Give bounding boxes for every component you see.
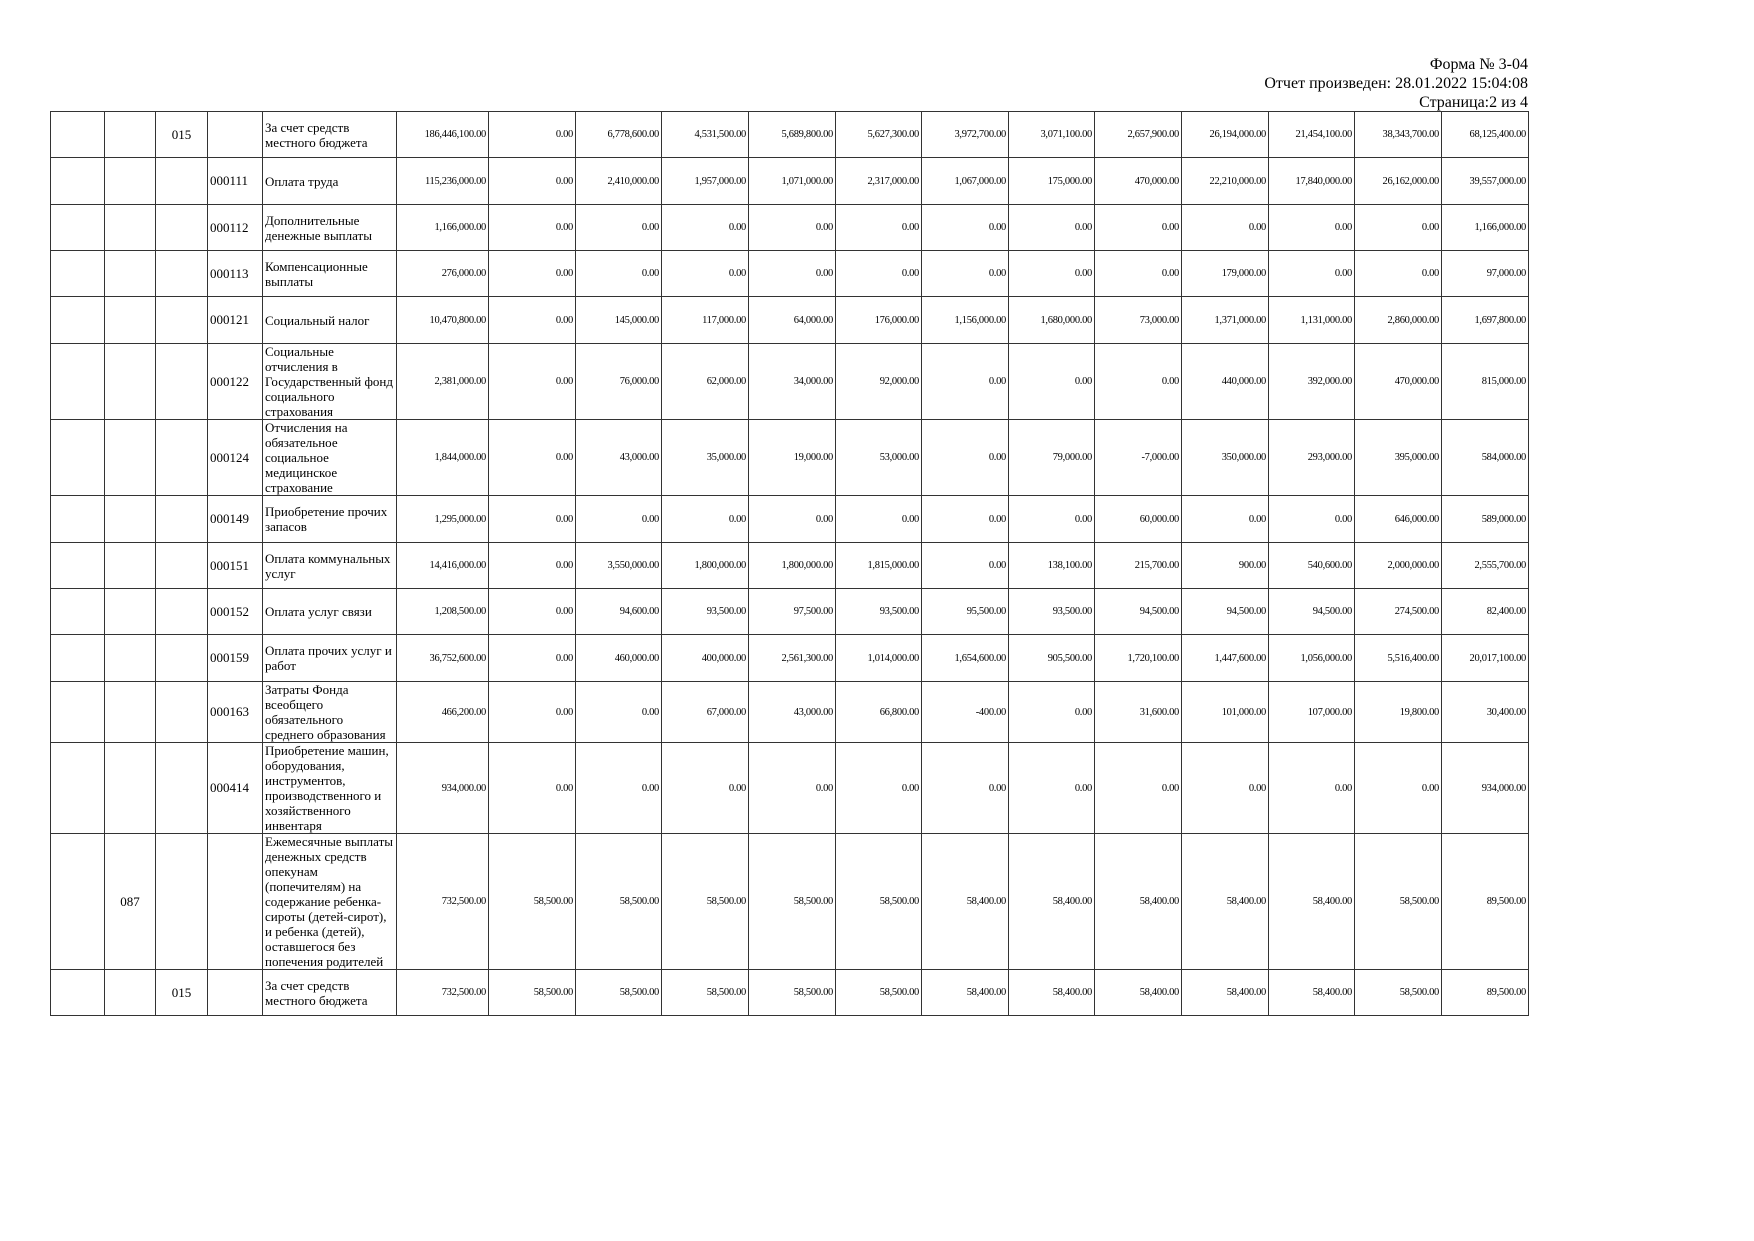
annual-total-cell: 10,470,800.00 xyxy=(397,297,489,344)
amount-cell: 1,071,000.00 xyxy=(749,158,836,205)
amount-cell: 0.00 xyxy=(1355,743,1442,834)
amount-cell: 0.00 xyxy=(922,420,1009,496)
amount-cell: 60,000.00 xyxy=(1095,496,1182,543)
amount-cell: 0.00 xyxy=(922,205,1009,251)
amount-cell: 1,166,000.00 xyxy=(1442,205,1529,251)
amount-cell: 58,400.00 xyxy=(1182,834,1269,970)
amount-cell: 58,400.00 xyxy=(1269,834,1355,970)
item-name-cell: Приобретение прочих запасов xyxy=(263,496,397,543)
program-code-cell xyxy=(105,251,156,297)
amount-cell: 175,000.00 xyxy=(1009,158,1095,205)
amount-cell: 58,400.00 xyxy=(1009,970,1095,1016)
amount-cell: 0.00 xyxy=(1009,682,1095,743)
program-code-cell xyxy=(105,205,156,251)
amount-cell: -400.00 xyxy=(922,682,1009,743)
amount-cell: 0.00 xyxy=(576,743,662,834)
amount-cell: 19,000.00 xyxy=(749,420,836,496)
amount-cell: 350,000.00 xyxy=(1182,420,1269,496)
program-code-cell xyxy=(105,297,156,344)
amount-cell: 89,500.00 xyxy=(1442,834,1529,970)
program-code-cell xyxy=(105,420,156,496)
amount-cell: 470,000.00 xyxy=(1095,158,1182,205)
item-name-cell: Дополнительные денежные выплаты xyxy=(263,205,397,251)
amount-cell: 22,210,000.00 xyxy=(1182,158,1269,205)
amount-cell: 38,343,700.00 xyxy=(1355,112,1442,158)
amount-cell: 0.00 xyxy=(922,344,1009,420)
subprogram-code-cell xyxy=(156,158,208,205)
amount-cell: 0.00 xyxy=(489,112,576,158)
amount-cell: 0.00 xyxy=(1269,743,1355,834)
amount-cell: 0.00 xyxy=(836,496,922,543)
amount-cell: 392,000.00 xyxy=(1269,344,1355,420)
amount-cell: 0.00 xyxy=(489,297,576,344)
amount-cell: 1,720,100.00 xyxy=(1095,635,1182,682)
amount-cell: 1,800,000.00 xyxy=(749,543,836,589)
amount-cell: 94,500.00 xyxy=(1182,589,1269,635)
amount-cell: 293,000.00 xyxy=(1269,420,1355,496)
amount-cell: 58,500.00 xyxy=(836,834,922,970)
amount-cell: 0.00 xyxy=(1095,205,1182,251)
amount-cell: 26,194,000.00 xyxy=(1182,112,1269,158)
amount-cell: 95,500.00 xyxy=(922,589,1009,635)
table-row xyxy=(51,635,1529,682)
amount-cell: 58,500.00 xyxy=(662,970,749,1016)
amount-cell: 58,500.00 xyxy=(749,970,836,1016)
amount-cell: 97,000.00 xyxy=(1442,251,1529,297)
amount-cell: 0.00 xyxy=(489,589,576,635)
program-code-cell xyxy=(105,682,156,743)
subprogram-code-cell xyxy=(156,420,208,496)
amount-cell: 2,555,700.00 xyxy=(1442,543,1529,589)
program-code-cell: 087 xyxy=(105,834,156,970)
table-row xyxy=(51,970,1529,1016)
amount-cell: 1,131,000.00 xyxy=(1269,297,1355,344)
function-group-cell xyxy=(51,682,105,743)
annual-total-cell: 14,416,000.00 xyxy=(397,543,489,589)
function-group-cell xyxy=(51,112,105,158)
function-group-cell xyxy=(51,743,105,834)
amount-cell: 4,531,500.00 xyxy=(662,112,749,158)
amount-cell: 0.00 xyxy=(576,205,662,251)
amount-cell: 58,400.00 xyxy=(1182,970,1269,1016)
amount-cell: 89,500.00 xyxy=(1442,970,1529,1016)
amount-cell: 0.00 xyxy=(1009,251,1095,297)
amount-cell: 58,500.00 xyxy=(1355,970,1442,1016)
specifics-code-cell xyxy=(208,970,263,1016)
page-indicator: Страница:2 из 4 xyxy=(1419,94,1528,111)
amount-cell: 58,500.00 xyxy=(749,834,836,970)
amount-cell: 0.00 xyxy=(749,205,836,251)
annual-total-cell: 36,752,600.00 xyxy=(397,635,489,682)
amount-cell: 92,000.00 xyxy=(836,344,922,420)
amount-cell: 0.00 xyxy=(489,205,576,251)
amount-cell: 815,000.00 xyxy=(1442,344,1529,420)
amount-cell: 0.00 xyxy=(836,205,922,251)
annual-total-cell: 186,446,100.00 xyxy=(397,112,489,158)
amount-cell: 0.00 xyxy=(1182,496,1269,543)
subprogram-code-cell xyxy=(156,635,208,682)
function-group-cell xyxy=(51,635,105,682)
specifics-code-cell: 000159 xyxy=(208,635,263,682)
amount-cell: 64,000.00 xyxy=(749,297,836,344)
item-name-cell: За счет средств местного бюджета xyxy=(263,970,397,1016)
amount-cell: 5,516,400.00 xyxy=(1355,635,1442,682)
amount-cell: 0.00 xyxy=(1269,205,1355,251)
subprogram-code-cell: 015 xyxy=(156,112,208,158)
amount-cell: 0.00 xyxy=(489,635,576,682)
function-group-cell xyxy=(51,970,105,1016)
item-name-cell: Оплата услуг связи xyxy=(263,589,397,635)
amount-cell: 0.00 xyxy=(662,496,749,543)
amount-cell: 82,400.00 xyxy=(1442,589,1529,635)
function-group-cell xyxy=(51,543,105,589)
amount-cell: 5,627,300.00 xyxy=(836,112,922,158)
amount-cell: 179,000.00 xyxy=(1182,251,1269,297)
subprogram-code-cell xyxy=(156,496,208,543)
amount-cell: 215,700.00 xyxy=(1095,543,1182,589)
specifics-code-cell: 000149 xyxy=(208,496,263,543)
amount-cell: 0.00 xyxy=(749,251,836,297)
program-code-cell xyxy=(105,344,156,420)
subprogram-code-cell xyxy=(156,682,208,743)
amount-cell: 35,000.00 xyxy=(662,420,749,496)
amount-cell: 1,014,000.00 xyxy=(836,635,922,682)
amount-cell: 58,500.00 xyxy=(489,834,576,970)
amount-cell: 0.00 xyxy=(489,251,576,297)
amount-cell: 470,000.00 xyxy=(1355,344,1442,420)
program-code-cell xyxy=(105,496,156,543)
amount-cell: 395,000.00 xyxy=(1355,420,1442,496)
specifics-code-cell: 000122 xyxy=(208,344,263,420)
amount-cell: 30,400.00 xyxy=(1442,682,1529,743)
table-row xyxy=(51,834,1529,970)
amount-cell: 0.00 xyxy=(1009,743,1095,834)
amount-cell: 1,056,000.00 xyxy=(1269,635,1355,682)
amount-cell: 0.00 xyxy=(1095,251,1182,297)
function-group-cell xyxy=(51,496,105,543)
annual-total-cell: 1,295,000.00 xyxy=(397,496,489,543)
amount-cell: 53,000.00 xyxy=(836,420,922,496)
subprogram-code-cell xyxy=(156,297,208,344)
annual-total-cell: 732,500.00 xyxy=(397,834,489,970)
subprogram-code-cell xyxy=(156,589,208,635)
amount-cell: 0.00 xyxy=(489,543,576,589)
amount-cell: 101,000.00 xyxy=(1182,682,1269,743)
subprogram-code-cell xyxy=(156,834,208,970)
annual-total-cell: 934,000.00 xyxy=(397,743,489,834)
table-row xyxy=(51,158,1529,205)
subprogram-code-cell xyxy=(156,251,208,297)
item-name-cell: Оплата прочих услуг и работ xyxy=(263,635,397,682)
amount-cell: 43,000.00 xyxy=(749,682,836,743)
amount-cell: 0.00 xyxy=(1182,743,1269,834)
amount-cell: 94,500.00 xyxy=(1095,589,1182,635)
specifics-code-cell xyxy=(208,834,263,970)
amount-cell: 0.00 xyxy=(489,682,576,743)
amount-cell: 1,800,000.00 xyxy=(662,543,749,589)
amount-cell: 117,000.00 xyxy=(662,297,749,344)
item-name-cell: За счет средств местного бюджета xyxy=(263,112,397,158)
specifics-code-cell xyxy=(208,112,263,158)
amount-cell: 400,000.00 xyxy=(662,635,749,682)
subprogram-code-cell xyxy=(156,205,208,251)
table-row xyxy=(51,420,1529,496)
table-row xyxy=(51,682,1529,743)
amount-cell: -7,000.00 xyxy=(1095,420,1182,496)
function-group-cell xyxy=(51,834,105,970)
item-name-cell: Отчисления на обязательное социальное медицинское страхование xyxy=(263,420,397,496)
amount-cell: 76,000.00 xyxy=(576,344,662,420)
amount-cell: 440,000.00 xyxy=(1182,344,1269,420)
specifics-code-cell: 000152 xyxy=(208,589,263,635)
amount-cell: 0.00 xyxy=(576,682,662,743)
item-name-cell: Приобретение машин, оборудования, инструментов, производственного и хозяйственного инвентаря xyxy=(263,743,397,834)
amount-cell: 274,500.00 xyxy=(1355,589,1442,635)
amount-cell: 107,000.00 xyxy=(1269,682,1355,743)
amount-cell: 1,697,800.00 xyxy=(1442,297,1529,344)
function-group-cell xyxy=(51,420,105,496)
amount-cell: 0.00 xyxy=(489,743,576,834)
amount-cell: 58,400.00 xyxy=(922,834,1009,970)
amount-cell: 0.00 xyxy=(489,344,576,420)
amount-cell: 17,840,000.00 xyxy=(1269,158,1355,205)
amount-cell: 1,067,000.00 xyxy=(922,158,1009,205)
amount-cell: 3,972,700.00 xyxy=(922,112,1009,158)
function-group-cell xyxy=(51,205,105,251)
amount-cell: 19,800.00 xyxy=(1355,682,1442,743)
item-name-cell: Социальные отчисления в Государственный фонд социального страхования xyxy=(263,344,397,420)
amount-cell: 2,000,000.00 xyxy=(1355,543,1442,589)
amount-cell: 34,000.00 xyxy=(749,344,836,420)
amount-cell: 900.00 xyxy=(1182,543,1269,589)
amount-cell: 73,000.00 xyxy=(1095,297,1182,344)
program-code-cell xyxy=(105,743,156,834)
amount-cell: 1,680,000.00 xyxy=(1009,297,1095,344)
amount-cell: 0.00 xyxy=(836,251,922,297)
amount-cell: 905,500.00 xyxy=(1009,635,1095,682)
amount-cell: 584,000.00 xyxy=(1442,420,1529,496)
specifics-code-cell: 000414 xyxy=(208,743,263,834)
function-group-cell xyxy=(51,158,105,205)
program-code-cell xyxy=(105,158,156,205)
amount-cell: 2,561,300.00 xyxy=(749,635,836,682)
annual-total-cell: 2,381,000.00 xyxy=(397,344,489,420)
subprogram-code-cell xyxy=(156,344,208,420)
item-name-cell: Оплата коммунальных услуг xyxy=(263,543,397,589)
amount-cell: 94,500.00 xyxy=(1269,589,1355,635)
specifics-code-cell: 000163 xyxy=(208,682,263,743)
amount-cell: 31,600.00 xyxy=(1095,682,1182,743)
amount-cell: 2,657,900.00 xyxy=(1095,112,1182,158)
annual-total-cell: 732,500.00 xyxy=(397,970,489,1016)
amount-cell: 43,000.00 xyxy=(576,420,662,496)
function-group-cell xyxy=(51,589,105,635)
amount-cell: 0.00 xyxy=(576,251,662,297)
amount-cell: 93,500.00 xyxy=(1009,589,1095,635)
amount-cell: 0.00 xyxy=(662,251,749,297)
amount-cell: 58,500.00 xyxy=(576,834,662,970)
amount-cell: 58,400.00 xyxy=(1095,970,1182,1016)
amount-cell: 1,654,600.00 xyxy=(922,635,1009,682)
amount-cell: 67,000.00 xyxy=(662,682,749,743)
amount-cell: 2,860,000.00 xyxy=(1355,297,1442,344)
amount-cell: 0.00 xyxy=(836,743,922,834)
report-generated-timestamp: Отчет произведен: 28.01.2022 15:04:08 xyxy=(1264,75,1528,92)
amount-cell: 62,000.00 xyxy=(662,344,749,420)
amount-cell: 94,600.00 xyxy=(576,589,662,635)
program-code-cell xyxy=(105,970,156,1016)
item-name-cell: Оплата труда xyxy=(263,158,397,205)
amount-cell: 0.00 xyxy=(489,420,576,496)
amount-cell: 0.00 xyxy=(922,543,1009,589)
annual-total-cell: 1,166,000.00 xyxy=(397,205,489,251)
amount-cell: 3,071,100.00 xyxy=(1009,112,1095,158)
table-row xyxy=(51,743,1529,834)
annual-total-cell: 1,844,000.00 xyxy=(397,420,489,496)
amount-cell: 0.00 xyxy=(749,743,836,834)
amount-cell: 0.00 xyxy=(1009,496,1095,543)
amount-cell: 138,100.00 xyxy=(1009,543,1095,589)
annual-total-cell: 276,000.00 xyxy=(397,251,489,297)
amount-cell: 1,156,000.00 xyxy=(922,297,1009,344)
amount-cell: 93,500.00 xyxy=(836,589,922,635)
annual-total-cell: 115,236,000.00 xyxy=(397,158,489,205)
amount-cell: 58,500.00 xyxy=(576,970,662,1016)
table-row xyxy=(51,589,1529,635)
amount-cell: 0.00 xyxy=(1182,205,1269,251)
amount-cell: 0.00 xyxy=(922,743,1009,834)
amount-cell: 1,815,000.00 xyxy=(836,543,922,589)
amount-cell: 97,500.00 xyxy=(749,589,836,635)
budget-report-table xyxy=(50,111,1529,1016)
subprogram-code-cell xyxy=(156,743,208,834)
amount-cell: 0.00 xyxy=(662,205,749,251)
amount-cell: 646,000.00 xyxy=(1355,496,1442,543)
form-number: Форма № 3-04 xyxy=(1429,56,1528,73)
table-row xyxy=(51,297,1529,344)
amount-cell: 540,600.00 xyxy=(1269,543,1355,589)
amount-cell: 68,125,400.00 xyxy=(1442,112,1529,158)
table-row xyxy=(51,496,1529,543)
amount-cell: 934,000.00 xyxy=(1442,743,1529,834)
amount-cell: 58,500.00 xyxy=(662,834,749,970)
amount-cell: 21,454,100.00 xyxy=(1269,112,1355,158)
function-group-cell xyxy=(51,251,105,297)
amount-cell: 0.00 xyxy=(1009,344,1095,420)
amount-cell: 58,500.00 xyxy=(489,970,576,1016)
amount-cell: 5,689,800.00 xyxy=(749,112,836,158)
amount-cell: 0.00 xyxy=(1355,205,1442,251)
amount-cell: 1,447,600.00 xyxy=(1182,635,1269,682)
amount-cell: 93,500.00 xyxy=(662,589,749,635)
amount-cell: 0.00 xyxy=(922,496,1009,543)
amount-cell: 66,800.00 xyxy=(836,682,922,743)
amount-cell: 0.00 xyxy=(576,496,662,543)
amount-cell: 39,557,000.00 xyxy=(1442,158,1529,205)
amount-cell: 58,400.00 xyxy=(1269,970,1355,1016)
specifics-code-cell: 000111 xyxy=(208,158,263,205)
table-row xyxy=(51,543,1529,589)
table-row xyxy=(51,112,1529,158)
amount-cell: 0.00 xyxy=(489,496,576,543)
amount-cell: 0.00 xyxy=(1009,205,1095,251)
amount-cell: 0.00 xyxy=(1269,496,1355,543)
table-row xyxy=(51,344,1529,420)
item-name-cell: Компенсационные выплаты xyxy=(263,251,397,297)
amount-cell: 6,778,600.00 xyxy=(576,112,662,158)
program-code-cell xyxy=(105,589,156,635)
item-name-cell: Ежемесячные выплаты денежных средств опекунам (попечителям) на содержание ребенка-сироты (детей-сирот), и ребенка (детей), оставшегося без попечения родителей xyxy=(263,834,397,970)
program-code-cell xyxy=(105,635,156,682)
amount-cell: 58,400.00 xyxy=(1009,834,1095,970)
amount-cell: 0.00 xyxy=(749,496,836,543)
specifics-code-cell: 000121 xyxy=(208,297,263,344)
amount-cell: 58,400.00 xyxy=(922,970,1009,1016)
table-row xyxy=(51,251,1529,297)
item-name-cell: Социальный налог xyxy=(263,297,397,344)
amount-cell: 58,500.00 xyxy=(1355,834,1442,970)
subprogram-code-cell xyxy=(156,543,208,589)
specifics-code-cell: 000113 xyxy=(208,251,263,297)
amount-cell: 0.00 xyxy=(1355,251,1442,297)
amount-cell: 145,000.00 xyxy=(576,297,662,344)
annual-total-cell: 466,200.00 xyxy=(397,682,489,743)
subprogram-code-cell: 015 xyxy=(156,970,208,1016)
function-group-cell xyxy=(51,344,105,420)
amount-cell: 79,000.00 xyxy=(1009,420,1095,496)
table-row xyxy=(51,205,1529,251)
amount-cell: 0.00 xyxy=(922,251,1009,297)
amount-cell: 2,410,000.00 xyxy=(576,158,662,205)
amount-cell: 0.00 xyxy=(489,158,576,205)
amount-cell: 0.00 xyxy=(1095,743,1182,834)
amount-cell: 0.00 xyxy=(1095,344,1182,420)
amount-cell: 1,371,000.00 xyxy=(1182,297,1269,344)
function-group-cell xyxy=(51,297,105,344)
amount-cell: 2,317,000.00 xyxy=(836,158,922,205)
amount-cell: 58,500.00 xyxy=(836,970,922,1016)
amount-cell: 26,162,000.00 xyxy=(1355,158,1442,205)
amount-cell: 3,550,000.00 xyxy=(576,543,662,589)
amount-cell: 1,957,000.00 xyxy=(662,158,749,205)
program-code-cell xyxy=(105,112,156,158)
amount-cell: 589,000.00 xyxy=(1442,496,1529,543)
annual-total-cell: 1,208,500.00 xyxy=(397,589,489,635)
specifics-code-cell: 000151 xyxy=(208,543,263,589)
amount-cell: 0.00 xyxy=(1269,251,1355,297)
program-code-cell xyxy=(105,543,156,589)
amount-cell: 176,000.00 xyxy=(836,297,922,344)
amount-cell: 58,400.00 xyxy=(1095,834,1182,970)
specifics-code-cell: 000124 xyxy=(208,420,263,496)
item-name-cell: Затраты Фонда всеобщего обязательного среднего образования xyxy=(263,682,397,743)
specifics-code-cell: 000112 xyxy=(208,205,263,251)
amount-cell: 460,000.00 xyxy=(576,635,662,682)
amount-cell: 20,017,100.00 xyxy=(1442,635,1529,682)
amount-cell: 0.00 xyxy=(662,743,749,834)
